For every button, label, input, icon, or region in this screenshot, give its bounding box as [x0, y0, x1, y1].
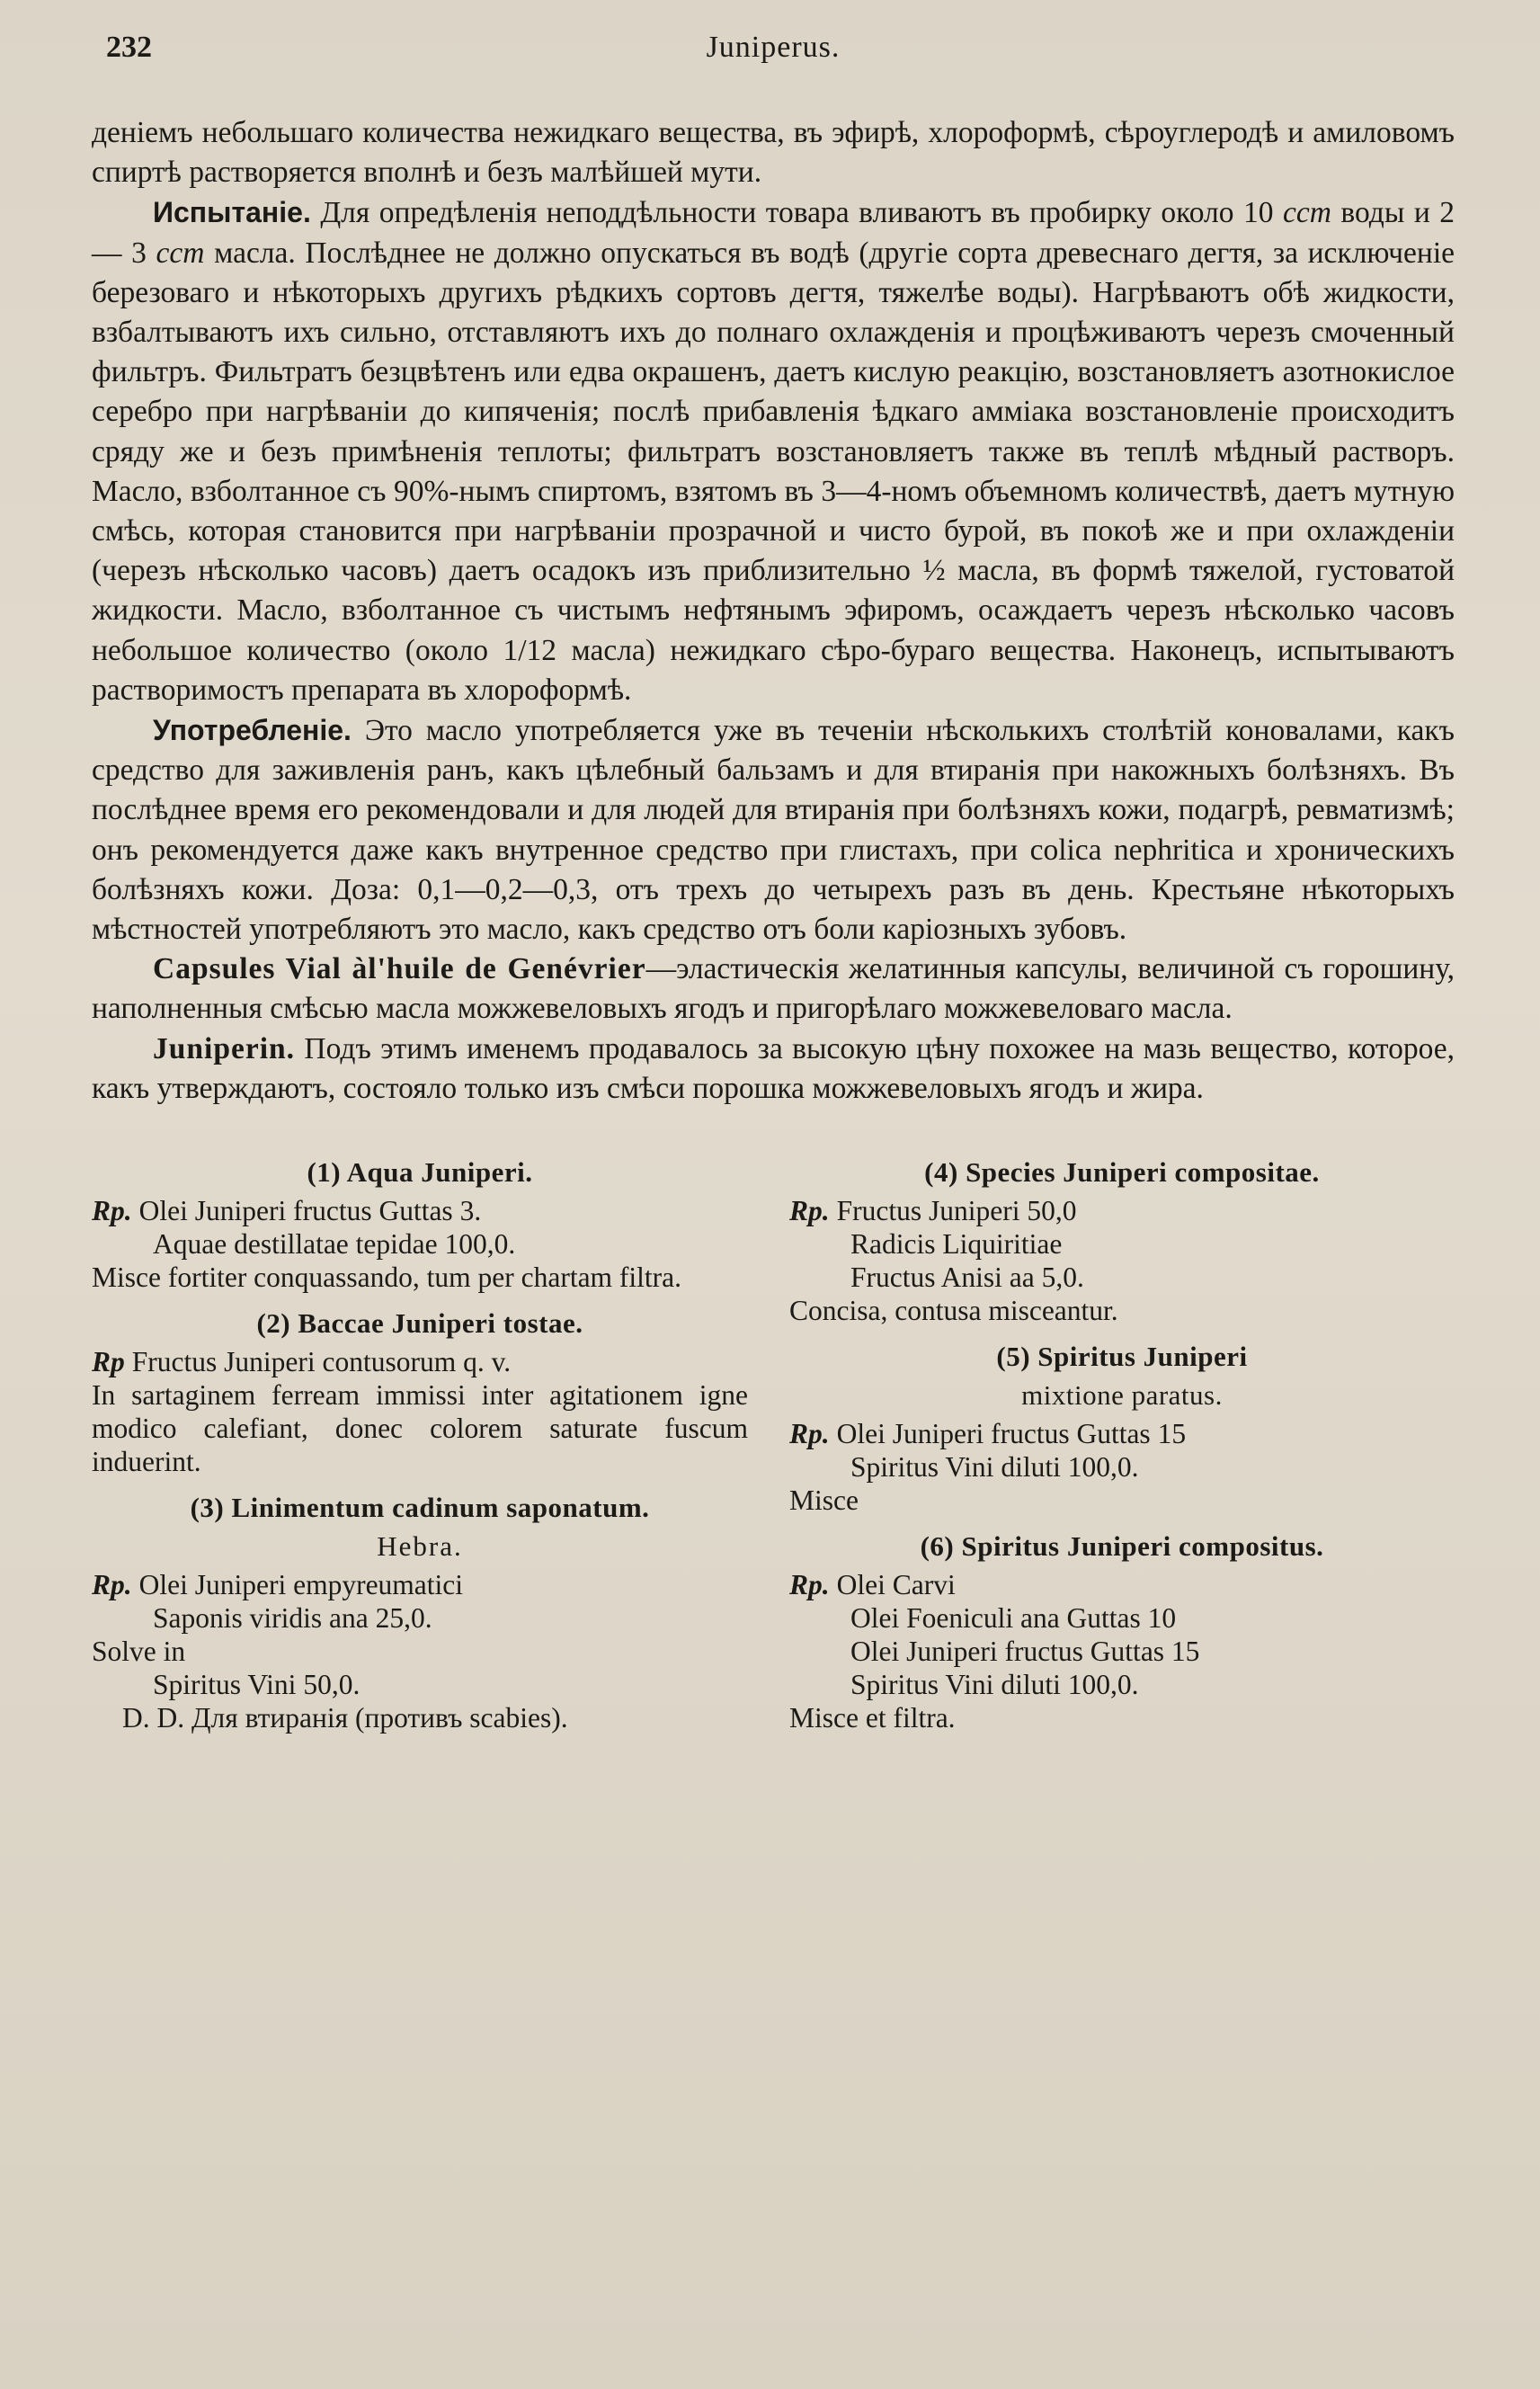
recipe-line: Olei Foeniculi ana Guttas 10	[850, 1602, 1177, 1635]
section-term-capsules: Capsules Vial àl'huile de Genévrier	[153, 952, 646, 986]
recipe-title: (3) Linimentum cadinum saponatum.	[190, 1492, 650, 1524]
recipe-line: Olei Juniperi fructus Guttas 15	[836, 1418, 1187, 1450]
recipe-line: Spiritus Vini diluti 100,0.	[850, 1451, 1139, 1484]
page-number: 232	[106, 31, 152, 64]
rp-mark: Rp.	[92, 1569, 132, 1601]
recipe-line: Misce fortiter conquassando, tum per chartam filtra.	[92, 1261, 682, 1294]
rp-mark: Rp.	[789, 1569, 830, 1601]
recipe-line: Fructus Anisi aa 5,0.	[850, 1261, 1084, 1294]
recipe-line: Misce	[789, 1484, 859, 1517]
recipe-baccae-juniperi	[92, 1306, 748, 1478]
recipe-line: Fructus Juniperi 50,0	[836, 1195, 1077, 1227]
rp-mark: Rp	[92, 1346, 125, 1378]
recipe-subtitle: mixtione paratus.	[1021, 1379, 1223, 1412]
recipe-line: Spiritus Vini diluti 100,0.	[850, 1669, 1139, 1701]
recipe-spiritus-juniperi	[789, 1340, 1455, 1517]
rp-mark: Rp.	[92, 1195, 132, 1227]
section-term-juniperin: Juniperin.	[153, 1031, 296, 1065]
recipe-title: (6) Spiritus Juniperi compositus.	[920, 1530, 1324, 1563]
recipe-line: In sartaginem ferream immissi inter agitationem igne modico calefiant, donec colorem saturate fuscum induerint.	[92, 1379, 748, 1478]
recipe-title: (5) Spiritus Juniperi	[996, 1341, 1248, 1373]
running-head	[92, 22, 1455, 72]
rp-mark: Rp.	[789, 1195, 830, 1227]
paragraph-juniperin	[92, 1030, 1455, 1109]
paragraph-testing	[92, 192, 1455, 710]
paragraph-text: Подъ этимъ именемъ продавалось за высокую цѣну похожее на мазь вещество, которое, какъ утверждаютъ, состояло только изъ смѣси порошка можжевеловыхъ ягодъ и жира.	[92, 1031, 1455, 1105]
recipe-title: (4) Species Juniperi compositae.	[924, 1156, 1320, 1189]
main-text	[92, 113, 1455, 1109]
recipe-line: Spiritus Vini 50,0.	[153, 1669, 361, 1701]
recipe-line: Saponis viridis ana 25,0.	[153, 1602, 432, 1635]
recipe-line: Olei Juniperi empyreumatici	[138, 1569, 464, 1601]
unit-ccm: cсm	[1282, 196, 1331, 230]
recipe-line: Olei Carvi	[836, 1569, 956, 1601]
running-title: Juniperus.	[706, 31, 841, 64]
recipe-line: Concisa, contusa misceantur.	[789, 1295, 1118, 1327]
recipe-aqua-juniperi	[92, 1155, 748, 1294]
paragraph-text: воды и 2 — 3	[92, 196, 1455, 270]
recipe-author: Hebra.	[377, 1530, 463, 1563]
paragraph-text: Для опредѣленія неподдѣльности товара вливаютъ въ пробирку около 10	[310, 196, 1283, 230]
recipe-line: D. D. Для втиранія (противъ scabies).	[122, 1702, 568, 1734]
paragraph-continuation: деніемъ небольшаго количества нежидкаго вещества, въ эфирѣ, хлороформѣ, сѣроуглеродѣ и амиловомъ спиртѣ растворяется вполнѣ и безъ малѣйшей мути.	[92, 116, 1455, 190]
recipe-linimentum-cadinum	[92, 1491, 748, 1734]
paragraph-capsules	[92, 949, 1455, 1029]
paragraph-usage	[92, 710, 1455, 949]
recipes-section	[92, 1155, 1455, 1747]
recipes-left-column	[92, 1155, 748, 1747]
paragraph-text: —эластическія желатинныя капсулы, величиной съ горошину, наполненныя смѣсью масла можжевеловыхъ ягодъ и пригорѣлаго можжевеловаго масла.	[92, 952, 1455, 1026]
section-term-usage: Употребленіе.	[153, 714, 352, 747]
recipe-line: Olei Juniperi fructus Guttas 15	[850, 1636, 1200, 1668]
recipe-line: Fructus Juniperi contusorum q. v.	[131, 1346, 512, 1378]
recipe-line: Solve in	[92, 1636, 186, 1668]
recipes-right-column	[789, 1155, 1455, 1747]
section-term-testing: Испытаніе.	[153, 196, 311, 229]
recipe-species-juniperi	[789, 1155, 1455, 1327]
recipe-line: Misce et filtra.	[789, 1702, 956, 1734]
paragraph-text: Это масло употребляется уже въ теченіи нѣсколькихъ столѣтій коновалами, какъ средство для заживленія ранъ, какъ цѣлебный бальзамъ и для втиранія при накожныхъ болѣзняхъ. Въ послѣднее время его рекомендовали и для людей для втиранія при болѣзняхъ кожи, подагрѣ, ревматизмѣ; онъ рекомендуется даже какъ внутренное средство при глистахъ, при colica nephritica и хроническихъ болѣзняхъ кожи. Доза: 0,1—0,2—0,3, отъ трехъ до четырехъ разъ въ день. Крестьяне нѣкоторыхъ мѣстностей употребляютъ это масло, какъ средство отъ боли каріозныхъ зубовъ.	[92, 714, 1455, 947]
rp-mark: Rp.	[789, 1418, 830, 1450]
recipe-line: Radicis Liquiritiae	[850, 1228, 1063, 1261]
recipe-line: Aquae destillatae tepidae 100,0.	[153, 1228, 516, 1261]
recipe-spiritus-juniperi-compositus	[789, 1529, 1455, 1734]
recipe-title: (1) Aqua Juniperi.	[307, 1156, 533, 1189]
recipe-line: Olei Juniperi fructus Guttas 3.	[138, 1195, 482, 1227]
unit-ccm: cсm	[156, 236, 205, 270]
paragraph-text: масла. Послѣднее не должно опускаться въ водѣ (другіе сорта древеснаго дегтя, за исключеніе березоваго и нѣкоторыхъ другихъ рѣдкихъ сортовъ дегтя, тяжелѣе воды). Нагрѣваютъ обѣ жидкости, взбалтываютъ ихъ сильно, отставляютъ ихъ до полнаго охлажденія и процѣживаютъ черезъ смоченный фильтръ. Фильтратъ безцвѣтенъ или едва окрашенъ, даетъ кислую реакцію, возстановляетъ азотнокислое серебро при нагрѣваніи до кипяченія; послѣ прибавленія ѣдкаго амміака возстановленіе происходитъ сряду же и безъ примѣненія теплоты; фильтратъ возстановляетъ также въ теплѣ мѣдный растворъ. Масло, взболтанное съ 90%-нымъ спиртомъ, взятомъ въ 3—4-номъ объемномъ количествѣ, даетъ мутную смѣсь, которая становится при нагрѣваніи прозрачной и чисто бурой, въ покоѣ же и при охлажденіи (черезъ нѣсколько часовъ) даетъ осадокъ изъ приблизительно ½ масла, въ формѣ тяжелой, густоватой жидкости. Масло, взболтанное съ чистымъ нефтянымъ эфиромъ, осаждаетъ черезъ нѣсколько часовъ небольшое количество (около 1/12 масла) нежидкаго сѣро-бураго вещества. Наконецъ, испытываютъ растворимостъ препарата въ хлороформѣ.	[92, 236, 1455, 707]
recipe-title: (2) Baccae Juniperi tostae.	[256, 1307, 583, 1340]
